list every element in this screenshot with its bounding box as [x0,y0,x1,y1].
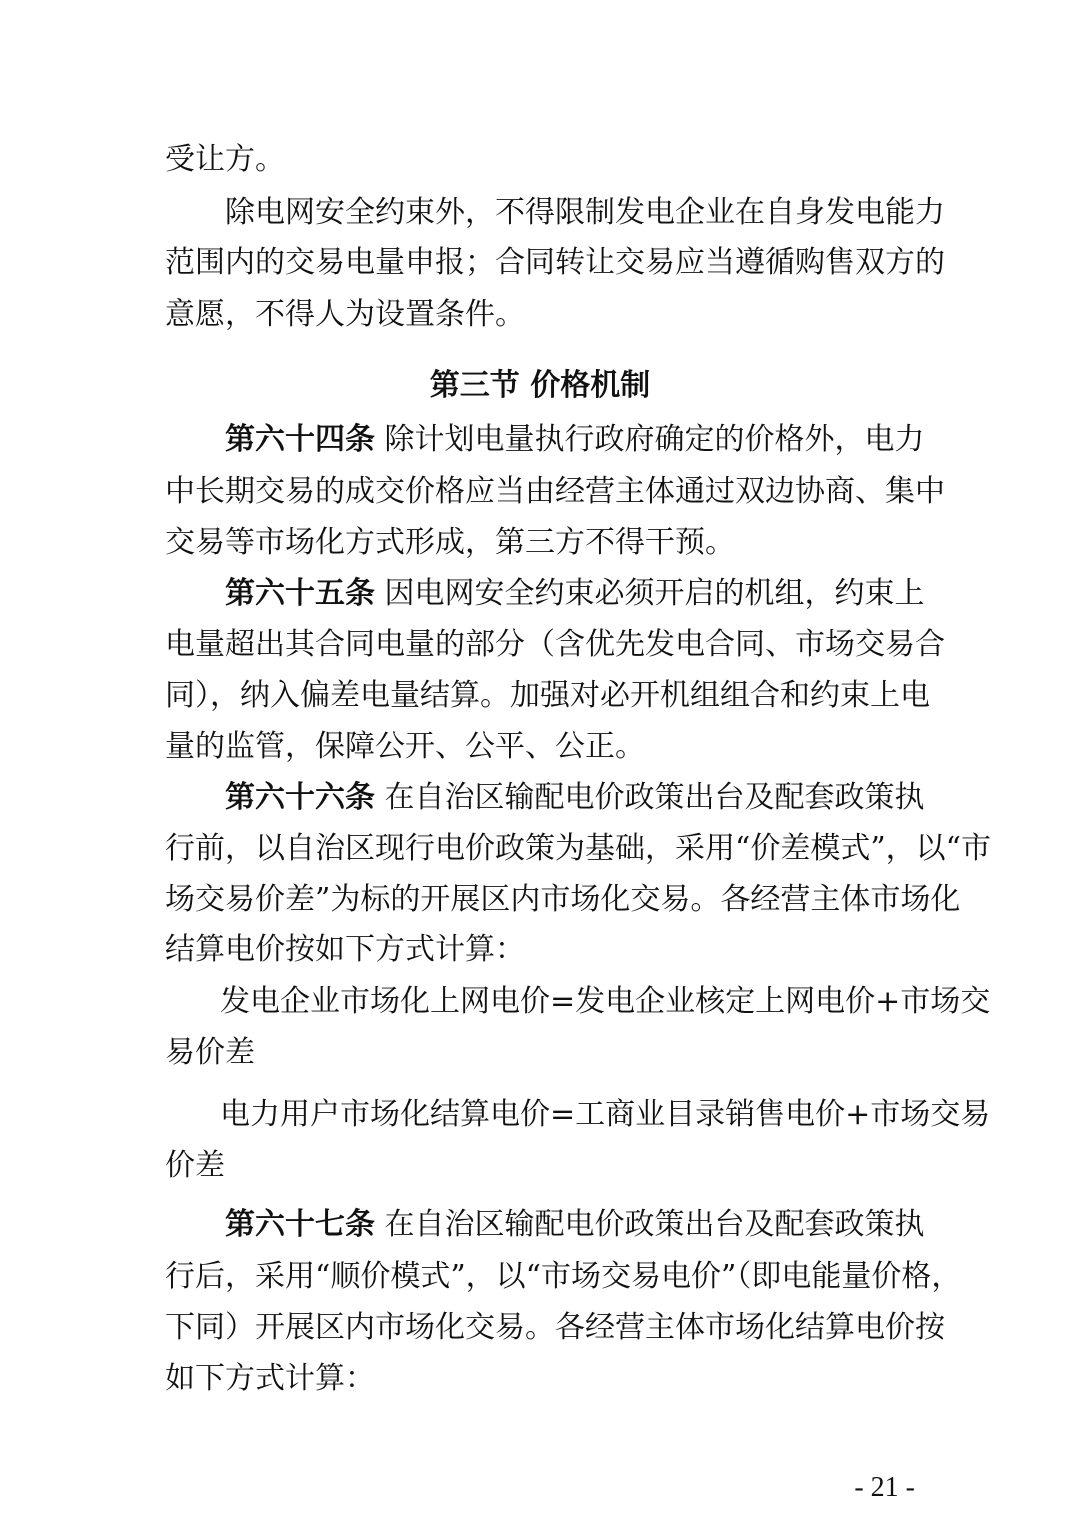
article-title: 第六十七条 [225,1207,375,1242]
page-number: - 21 - [854,1472,915,1503]
article-64-first-line [225,420,925,460]
text-line: 行前，以自治区现行电价政策为基础，采用“价差模式”，以“市 [165,831,992,866]
text-line: 结算电价按如下方式计算： [165,932,525,967]
article-67-first-line [225,1205,925,1245]
text-line: 量的监管，保障公开、公平、公正。 [165,729,645,764]
text-line: 行后，采用“顺价模式”，以“市场交易电价”（即电能量价格， [165,1259,962,1294]
section-heading: 第三节 价格机制 [429,368,651,403]
formula-line: 电力用户市场化结算电价=工商业目录销售电价+市场交易 [220,1097,991,1132]
article-text: 在自治区输配电价政策出台及配套政策执 [375,780,925,815]
article-text: 在自治区输配电价政策出台及配套政策执 [375,1207,925,1242]
article-65-first-line [225,574,925,614]
article-title: 第六十五条 [225,576,375,611]
text-line: 下同）开展区内市场化交易。各经营主体市场化结算电价按 [165,1310,945,1345]
formula-line: 价差 [165,1148,225,1183]
article-title: 第六十六条 [225,780,375,815]
article-text: 因电网安全约束必须开启的机组，约束上 [375,576,925,611]
text-line: 场交易价差”为标的开展区内市场化交易。各经营主体市场化 [165,882,961,917]
text-line: 如下方式计算： [165,1361,375,1396]
text-line: 电量超出其合同电量的部分（含优先发电合同、市场交易合 [165,627,945,662]
text-line: 中长期交易的成交价格应当由经营主体通过双边协商、集中 [165,474,945,509]
formula-line: 发电企业市场化上网电价=发电企业核定上网电价+市场交 [220,984,991,1019]
text-line: 意愿，不得人为设置条件。 [165,297,525,332]
article-text: 除计划电量执行政府确定的价格外，电力 [375,422,925,457]
formula-line: 易价差 [165,1035,255,1070]
text-line: 除电网安全约束外，不得限制发电企业在自身发电能力 [225,195,945,230]
text-line: 范围内的交易电量申报；合同转让交易应当遵循购售双方的 [165,245,945,280]
article-title: 第六十四条 [225,422,375,457]
text-line: 同），纳入偏差电量结算。加强对必开机组组合和约束上电 [165,678,930,713]
text-line: 受让方。 [165,142,285,177]
text-line: 交易等市场化方式形成，第三方不得干预。 [165,525,735,560]
article-66-first-line [225,778,925,818]
